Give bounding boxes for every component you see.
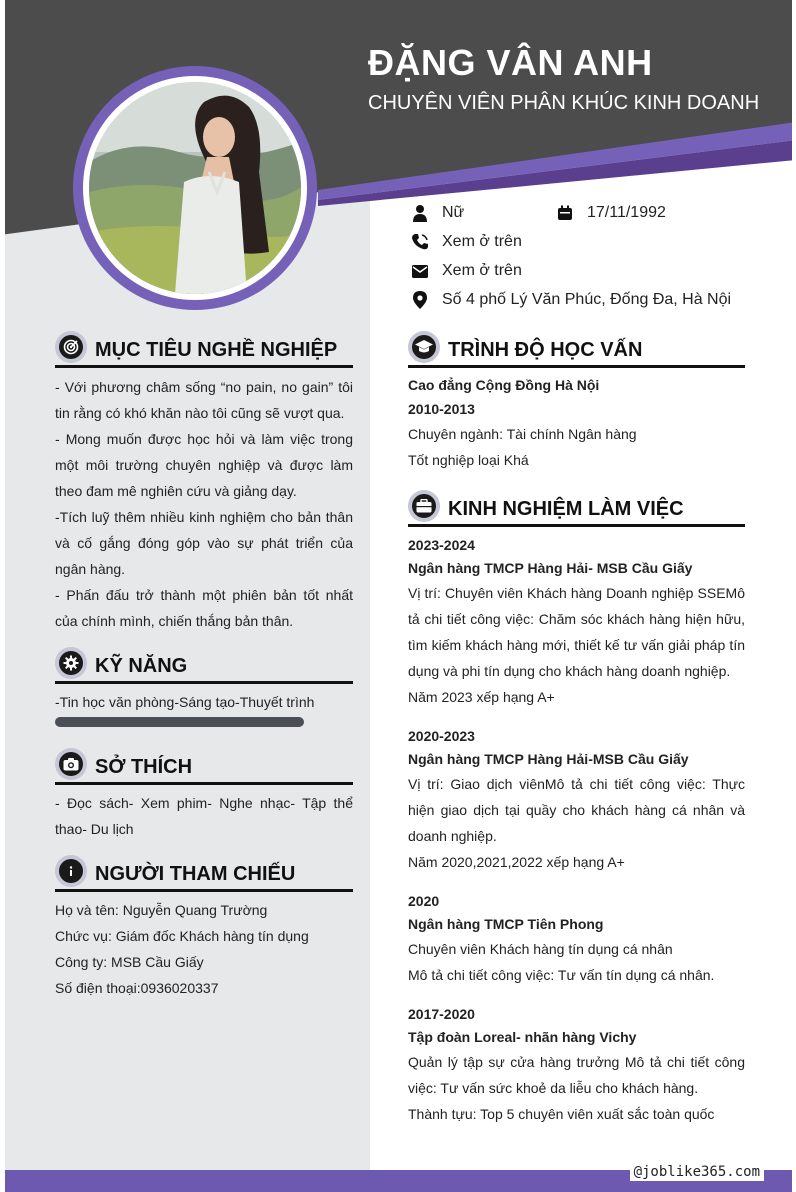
target-icon xyxy=(59,335,83,359)
watermark: @joblike365.com xyxy=(630,1163,764,1181)
skills-heading: KỸ NĂNG xyxy=(55,647,353,684)
job-years: 2023-2024 xyxy=(408,537,475,553)
location-pin-icon xyxy=(410,290,430,310)
education-grade: Tốt nghiệp loại Khá xyxy=(408,452,529,468)
graduation-cap-icon xyxy=(412,335,436,359)
contact-address: Số 4 phố Lý Văn Phúc, Đống Đa, Hà Nội xyxy=(410,290,731,310)
job-company: Ngân hàng TMCP Hàng Hải-MSB Cầu Giấy xyxy=(408,751,689,767)
job-note: Năm 2020,2021,2022 xếp hạng A+ xyxy=(408,854,625,870)
education-school: Cao đẳng Cộng Đồng Hà Nội xyxy=(408,377,600,393)
education-major: Chuyên ngành: Tài chính Ngân hàng xyxy=(408,426,637,442)
job-description: Vị trí: Giao dịch viênMô tả chi tiết công việc: Thực hiện giao dịch tại quầy cho khách hàng cá nhân và doanh nghiệp. xyxy=(408,776,745,844)
objective-heading: MỤC TIÊU NGHỀ NGHIỆP xyxy=(55,331,353,368)
camera-icon xyxy=(59,752,83,776)
job-years: 2020-2023 xyxy=(408,728,475,744)
calendar-icon xyxy=(555,203,575,223)
contact-birthday: 17/11/1992 xyxy=(555,203,666,223)
job-description: Quản lý tập sự cửa hàng trưởng Mô tả chi tiết công việc: Tư vấn sức khoẻ da liễu cho khách hàng. xyxy=(408,1054,745,1096)
job-company: Tập đoàn Loreal- nhãn hàng Vichy xyxy=(408,1029,637,1045)
contact-email: Xem ở trên xyxy=(410,261,522,281)
info-icon xyxy=(59,859,83,883)
skills-text: -Tin học văn phòng-Sáng tạo-Thuyết trình xyxy=(55,694,315,710)
candidate-name: ĐẶNG VÂN ANH xyxy=(368,42,653,83)
experience-heading: KINH NGHIỆM LÀM VIỆC xyxy=(408,490,745,527)
job-company: Ngân hàng TMCP Hàng Hải- MSB Cầu Giấy xyxy=(408,560,693,576)
reference-position: Chức vụ: Giám đốc Khách hàng tín dụng xyxy=(55,928,309,944)
job-note: Năm 2023 xếp hạng A+ xyxy=(408,689,555,705)
job-note: Thành tựu: Top 5 chuyên viên xuất sắc toàn quốc xyxy=(408,1106,715,1122)
job-company: Ngân hàng TMCP Tiên Phong xyxy=(408,916,604,932)
reference-company: Công ty: MSB Cầu Giấy xyxy=(55,954,204,970)
skill-level-bar xyxy=(55,717,304,727)
reference-phone: Số điện thoại:0936020337 xyxy=(55,980,219,996)
phone-icon xyxy=(410,232,430,252)
gear-icon xyxy=(59,651,83,675)
hobbies-text: - Đọc sách- Xem phim- Nghe nhạc- Tập thể thao- Du lịch xyxy=(55,795,353,837)
reference-heading: NGƯỜI THAM CHIẾU xyxy=(55,855,353,892)
profile-photo-frame xyxy=(73,66,317,310)
contact-gender: Nữ xyxy=(410,203,464,223)
job-note: Mô tả chi tiết công việc: Tư vấn tín dụng cá nhân. xyxy=(408,967,715,983)
briefcase-icon xyxy=(412,494,436,518)
hobbies-heading: SỞ THÍCH xyxy=(55,748,353,785)
education-heading: TRÌNH ĐỘ HỌC VẤN xyxy=(408,331,745,368)
envelope-icon xyxy=(410,261,430,281)
reference-name: Họ và tên: Nguyễn Quang Trường xyxy=(55,902,268,918)
candidate-title: CHUYÊN VIÊN PHÂN KHÚC KINH DOANH xyxy=(368,92,760,114)
profile-photo xyxy=(89,82,301,294)
job-years: 2017-2020 xyxy=(408,1006,475,1022)
page-edge-left xyxy=(0,0,5,1192)
job-description: Chuyên viên Khách hàng tín dụng cá nhân xyxy=(408,941,673,957)
job-years: 2020 xyxy=(408,893,440,909)
page-edge-right xyxy=(792,0,796,1192)
job-description: Vị trí: Chuyên viên Khách hàng Doanh nghiệp SSEMô tả chi tiết công việc: Chăm sóc khách hàng hiện hữu, tìm kiếm khách hàng mới, thiết kế tư vấn giải pháp tín dụng và phi tín dụng cho khách hàng doanh nghiệp. xyxy=(408,585,745,679)
contact-phone: Xem ở trên xyxy=(410,232,522,252)
education-years: 2010-2013 xyxy=(408,401,475,417)
person-icon xyxy=(410,203,430,223)
objective-text: - Với phương châm sống “no pain, no gain” tôi tin rằng có khó khăn nào tôi cũng sẽ vượt qua. - Mong muốn được học hỏi và làm việc trong một môi trường chuyên nghiệp và được làm theo đam mê nghiên cứu và giảng dạy. -Tích luỹ thêm nhiều kinh nghiệm cho bản thân và cố gắng đóng góp vào sự phát triển của ngân hàng. - Phấn đấu trở thành một phiên bản tốt nhất của chính mình, chiến thắng bản thân. xyxy=(55,379,353,629)
